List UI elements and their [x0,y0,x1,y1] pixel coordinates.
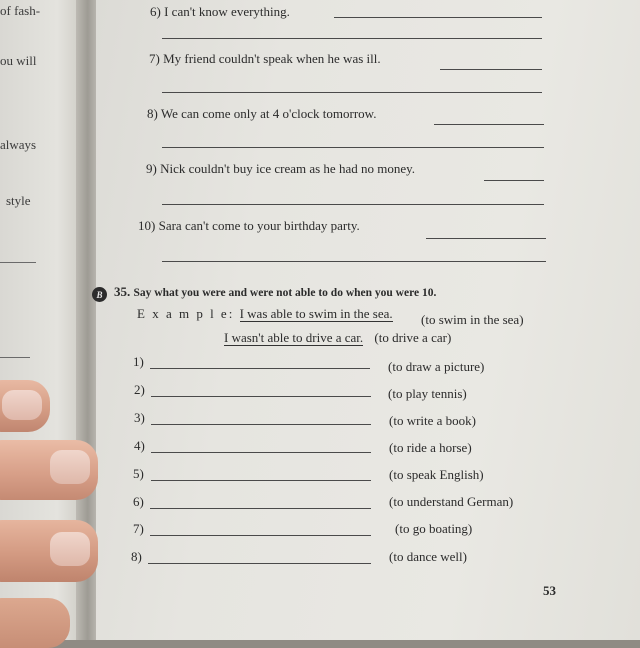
answer-line [434,124,544,125]
left-fragment: of fash- [0,3,41,18]
answer-line [162,147,544,148]
answer-line [151,452,371,453]
answer-line [334,17,542,18]
blank-hint: (to draw a picture) [388,359,485,374]
left-rule [0,357,30,358]
exercise-item: 7) My friend couldn't speak when he was ill. [149,51,381,66]
blank-hint: (to understand German) [389,494,514,509]
blank-hint: (to write a book) [389,413,477,428]
finger [0,440,98,500]
left-rule [0,262,36,263]
answer-line [151,396,371,397]
blank-number: 1) [133,354,144,369]
left-fragment: style [6,193,31,208]
blank-number: 7) [133,521,144,536]
exercise-item: 6) I can't know everything. [150,4,290,19]
blank-hint: (to ride a horse) [389,440,472,455]
answer-line [151,424,371,425]
blank-number: 5) [133,466,144,481]
answer-line [162,204,544,205]
example-hint: (to swim in the sea) [421,312,524,327]
answer-line [440,69,542,70]
answer-line [150,535,371,536]
exercise-item: 9) Nick couldn't buy ice cream as he had no money. [146,161,416,176]
fingernail [50,532,90,566]
blank-hint: (to go boating) [395,521,473,536]
exercise-item: 8) We can come only at 4 o'clock tomorrow. [147,106,377,121]
exercise-item: 10) Sara can't come to your birthday party. [138,218,360,233]
finger [0,520,98,582]
blank-number: 6) [133,494,144,509]
blank-number: 2) [134,382,145,397]
task-badge-icon: B [92,287,107,302]
left-fragment: ou will [0,53,37,68]
answer-line [148,563,371,564]
example-line: E x a m p l e: I was able to swim in the sea. [137,306,393,321]
answer-line [150,508,371,509]
blank-number: 3) [134,410,145,425]
example-line-2: I wasn't able to drive a car. (to drive a car) [224,330,452,345]
answer-line [162,38,542,39]
fingernail [2,390,42,420]
left-fragment: always [0,137,37,152]
answer-line [150,368,370,369]
finger [0,380,50,432]
answer-line [162,92,542,93]
task-heading: 35. Say what you were and were not able to do when you were 10. [114,284,437,299]
answer-line [426,238,546,239]
finger [0,598,70,648]
blank-hint: (to dance well) [389,549,467,564]
blank-hint: (to play tennis) [388,386,467,401]
answer-line [162,261,546,262]
page-number: 53 [543,583,556,598]
answer-line [151,480,371,481]
blank-number: 4) [134,438,145,453]
fingernail [50,450,90,484]
blank-hint: (to speak English) [389,467,484,482]
blank-number: 8) [131,549,142,564]
answer-line [484,180,544,181]
